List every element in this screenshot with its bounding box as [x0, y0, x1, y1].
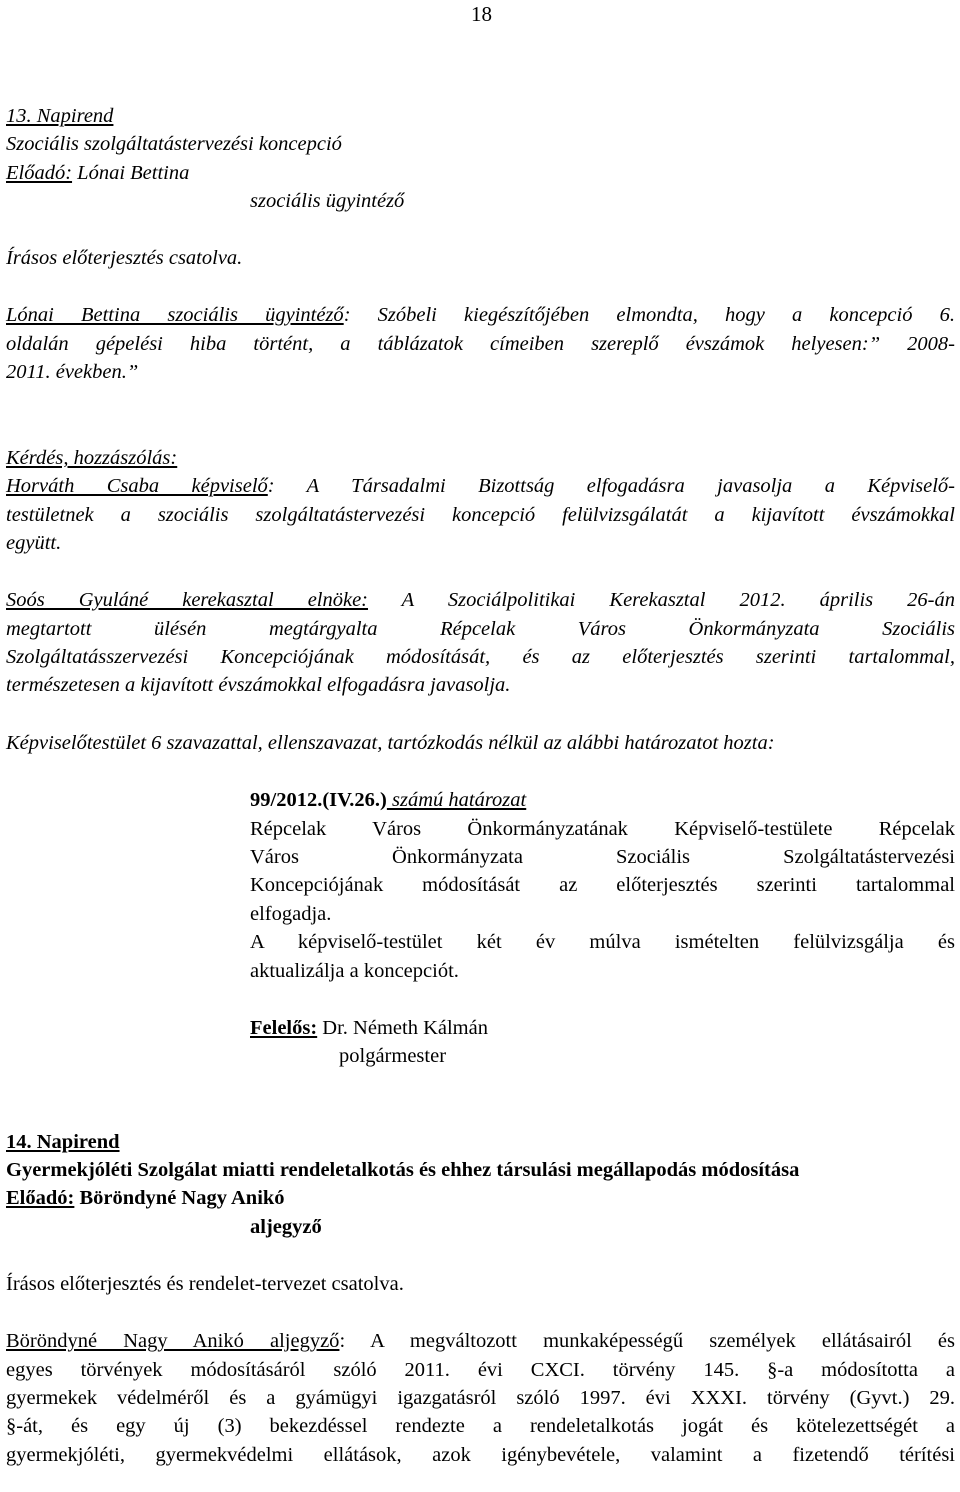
- presenter-role: szociális ügyintéző: [250, 190, 405, 212]
- resolution-line: Koncepciójának módosítását az előterjesztés szerinti tartalommal: [250, 874, 955, 896]
- agenda-heading-14: 14. Napirend: [6, 1131, 120, 1153]
- paragraph-line: testületnek a szociális szolgáltatástervezési koncepció felülvizsgálatát a kijavított évszámokkal: [6, 504, 955, 526]
- paragraph-line: oldalán gépelési hiba történt, a táblázatok címeiben szereplő évszámok helyesen:” 2008-: [6, 333, 955, 355]
- resolution-line: A képviselő-testület két év múlva ismételten felülvizsgálja és: [250, 931, 955, 953]
- paragraph-line: Horváth Csaba képviselő: A Társadalmi Bizottság elfogadásra javasolja a Képviselő-: [6, 475, 956, 497]
- paragraph-line: gyermekek védelméről és a gyámügyi igazgatásról szóló 1997. évi XXXI. törvény (Gyvt.) 29.: [6, 1387, 955, 1409]
- paragraph-line: megtartott ülésén megtárgyalta Répcelak Város Önkormányzata Szociális: [6, 618, 955, 640]
- paragraph-line: Szolgáltatásszervezési Koncepciójának módosítását, és az előterjesztés szerinti tartalommal,: [6, 646, 955, 668]
- agenda-title-14: Gyermekjóléti Szolgálat miatti rendeletalkotás és ehhez társulási megállapodás módosítása: [6, 1159, 800, 1181]
- speaker-name: Lónai Bettina szociális ügyintéző: [6, 304, 344, 326]
- resolution-heading: [250, 788, 526, 812]
- responsible-role: polgármester: [339, 1045, 447, 1067]
- presenter-name: Böröndyné Nagy Anikó: [74, 1187, 285, 1209]
- paragraph-line: §-át, és egy új (3) bekezdéssel rendezte a rendeletalkotás jogát és kötelezettségét a: [6, 1415, 955, 1437]
- responsible-line: [250, 1016, 488, 1040]
- paragraph-line: 2011. években.”: [6, 361, 139, 383]
- paragraph-line: együtt.: [6, 532, 62, 554]
- paragraph-line: Böröndyné Nagy Anikó aljegyző: A megváltozott munkaképességű személyek ellátásairól és: [6, 1330, 956, 1352]
- responsible-name: Dr. Németh Kálmán: [317, 1017, 488, 1039]
- paragraph-line: Soós Gyuláné kerekasztal elnöke: A Szociálpolitikai Kerekasztal 2012. április 26-án: [6, 589, 955, 611]
- speaker-name: Horváth Csaba képviselő: [6, 475, 268, 497]
- presenter-line-14: [6, 1186, 285, 1210]
- vote-result: Képviselőtestület 6 szavazattal, ellenszavazat, tartózkodás nélkül az alábbi határozatot hozta:: [6, 732, 775, 754]
- speaker-name: Böröndyné Nagy Anikó aljegyző: [6, 1330, 340, 1352]
- resolution-line: aktualizálja a koncepciót.: [250, 960, 459, 982]
- presenter-label: Előadó:: [6, 1187, 75, 1209]
- page-number: 18: [471, 2, 492, 26]
- speaker-name: Soós Gyuláné kerekasztal elnöke:: [6, 589, 369, 611]
- paragraph-line: gyermekjóléti, gyermekvédelmi ellátások, azok igénybevétele, valamint a fizetendő térítési: [6, 1444, 955, 1466]
- presenter-line-13: [6, 161, 189, 185]
- agenda-title-13: Szociális szolgáltatástervezési koncepció: [6, 133, 342, 155]
- paragraph-line: természetesen a kijavított évszámokkal elfogadásra javasolja.: [6, 674, 511, 696]
- presenter-label: Előadó:: [6, 162, 73, 184]
- resolution-line: Répcelak Város Önkormányzatának Képviselő-testülete Répcelak: [250, 818, 955, 840]
- presenter-role: aljegyző: [250, 1216, 322, 1238]
- resolution-line: elfogadja.: [250, 903, 332, 925]
- agenda-heading-13: 13. Napirend: [6, 105, 114, 127]
- attachment-note: Írásos előterjesztés és rendelet-tervezet csatolva.: [6, 1273, 404, 1295]
- paragraph-line: egyes törvények módosításáról szóló 2011. évi CXCI. törvény 145. §-a módosította a: [6, 1359, 955, 1381]
- resolution-number: 99/2012.(IV.26.): [250, 789, 387, 811]
- presenter-name: Lónai Bettina: [72, 162, 190, 184]
- attachment-note: Írásos előterjesztés csatolva.: [6, 247, 243, 269]
- responsible-label: Felelős:: [250, 1017, 318, 1039]
- resolution-line: Város Önkormányzata Szociális Szolgáltatástervezési: [250, 846, 955, 868]
- paragraph-line: Lónai Bettina szociális ügyintéző: Szóbeli kiegészítőjében elmondta, hogy a koncepció 6.: [6, 304, 955, 326]
- questions-label: Kérdés, hozzászólás:: [6, 447, 178, 469]
- resolution-label: számú határozat: [386, 789, 527, 811]
